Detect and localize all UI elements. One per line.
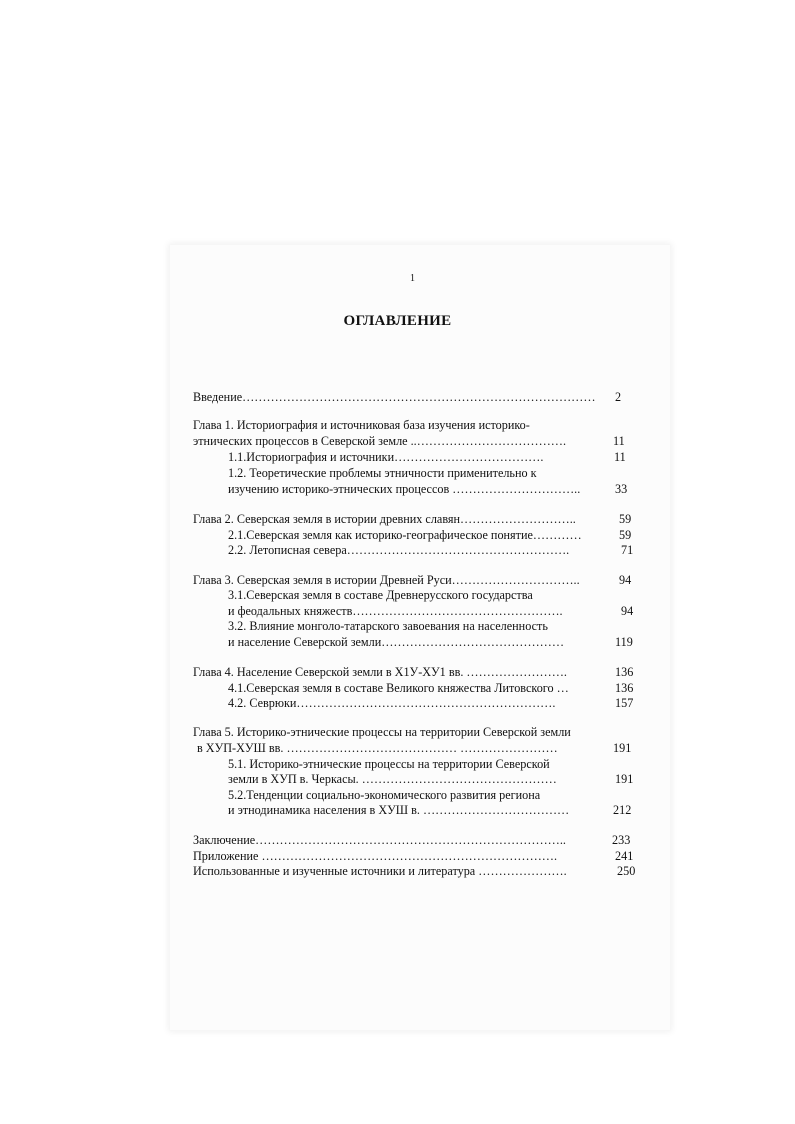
toc-entry-5-1-line2: земли в ХУП в. Черкасы. …………………………………………: [228, 772, 557, 786]
toc-entry-ch5-line1: Глава 5. Историко-этнические процессы на территории Северской земли: [193, 725, 571, 739]
toc-entry-1-2-line1: 1.2. Теоретические проблемы этничности применительно к: [228, 466, 537, 480]
toc-entry-sources: Использованные и изученные источники и литература ………………….: [193, 864, 567, 878]
toc-entry-5-2-line2: и этнодинамика населения в ХУШ в. ………………………………: [228, 803, 570, 817]
toc-page-sources: 250: [617, 864, 636, 878]
toc-page-2-1: 59: [619, 528, 632, 542]
toc-entry-ch3: Глава 3. Северская земля в истории Древней Руси…………………………..: [193, 573, 580, 587]
toc-entry-ch5-line2: в ХУП-ХУШ вв. …………………………………… ……………………: [197, 741, 558, 755]
toc-page-1-2: 33: [615, 482, 628, 496]
toc-entry-1-1: 1.1.Историография и источники……………………………….: [228, 450, 544, 464]
page-number: 1: [410, 273, 415, 284]
toc-page-2-2: 71: [621, 543, 634, 557]
toc-entry-appendix: Приложение ……………………………………………………………….: [193, 849, 558, 863]
toc-entry-5-1-line1: 5.1. Историко-этнические процессы на территории Северской: [228, 757, 550, 771]
toc-page-4-2: 157: [615, 696, 634, 710]
toc-entry-3-2-line1: 3.2. Влияние монголо-татарского завоевания на населенность: [228, 619, 548, 633]
toc-entry-2-1: 2.1.Северская земля как историко-географическое понятие…………: [228, 528, 582, 542]
toc-entry-conclusion: Заключение…………………………………………………………………..: [193, 833, 566, 847]
toc-page-5-1: 191: [615, 772, 634, 786]
toc-page-intro: 2: [615, 390, 622, 404]
toc-page-1-1: 11: [614, 450, 626, 464]
page-title: ОГЛАВЛЕНИЕ: [343, 313, 452, 329]
toc-entry-ch2: Глава 2. Северская земля в истории древних славян………………………..: [193, 512, 576, 526]
toc-entry-3-2-line2: и население Северской земли………………………………………: [228, 635, 565, 649]
toc-page-appendix: 241: [615, 849, 634, 863]
toc-entry-intro: Введение……………………………………………………………………………: [193, 390, 596, 404]
toc-entry-ch4: Глава 4. Население Северской земли в Х1У-ХУ1 вв. …………………….: [193, 665, 567, 679]
toc-entry-3-1-line2: и феодальных княжеств…………………………………………….: [228, 604, 563, 618]
toc-page-ch5: 191: [613, 741, 632, 755]
toc-entry-ch1-line2: этнических процессов в Северской земле ..……………………………….: [193, 434, 567, 448]
toc-entry-2-2: 2.2. Летописная севера……………………………………………….: [228, 543, 570, 557]
toc-page-ch3: 94: [619, 573, 632, 587]
toc-page-5-2: 212: [613, 803, 632, 817]
toc-entry-4-2: 4.2. Севрюки……………………………………………………….: [228, 696, 556, 710]
toc-page-3-1: 94: [621, 604, 634, 618]
toc-page-3-2: 119: [615, 635, 633, 649]
toc-page-ch2: 59: [619, 512, 632, 526]
toc-page-conclusion: 233: [612, 833, 631, 847]
toc-page-ch1: 11: [613, 434, 625, 448]
toc-entry-4-1: 4.1.Северская земля в составе Великого княжества Литовского …: [228, 681, 569, 695]
toc-entry-5-2-line1: 5.2.Тенденции социально-экономического развития региона: [228, 788, 541, 802]
toc-entry-ch1-line1: Глава 1. Историография и источниковая база изучения историко-: [193, 418, 530, 432]
toc-entry-1-2-line2: изучению историко-этнических процессов …………………………..: [228, 482, 581, 496]
toc-entry-3-1-line1: 3.1.Северская земля в составе Древнерусского государства: [228, 588, 533, 602]
toc-page-ch4: 136: [615, 665, 634, 679]
toc-page-4-1: 136: [615, 681, 634, 695]
